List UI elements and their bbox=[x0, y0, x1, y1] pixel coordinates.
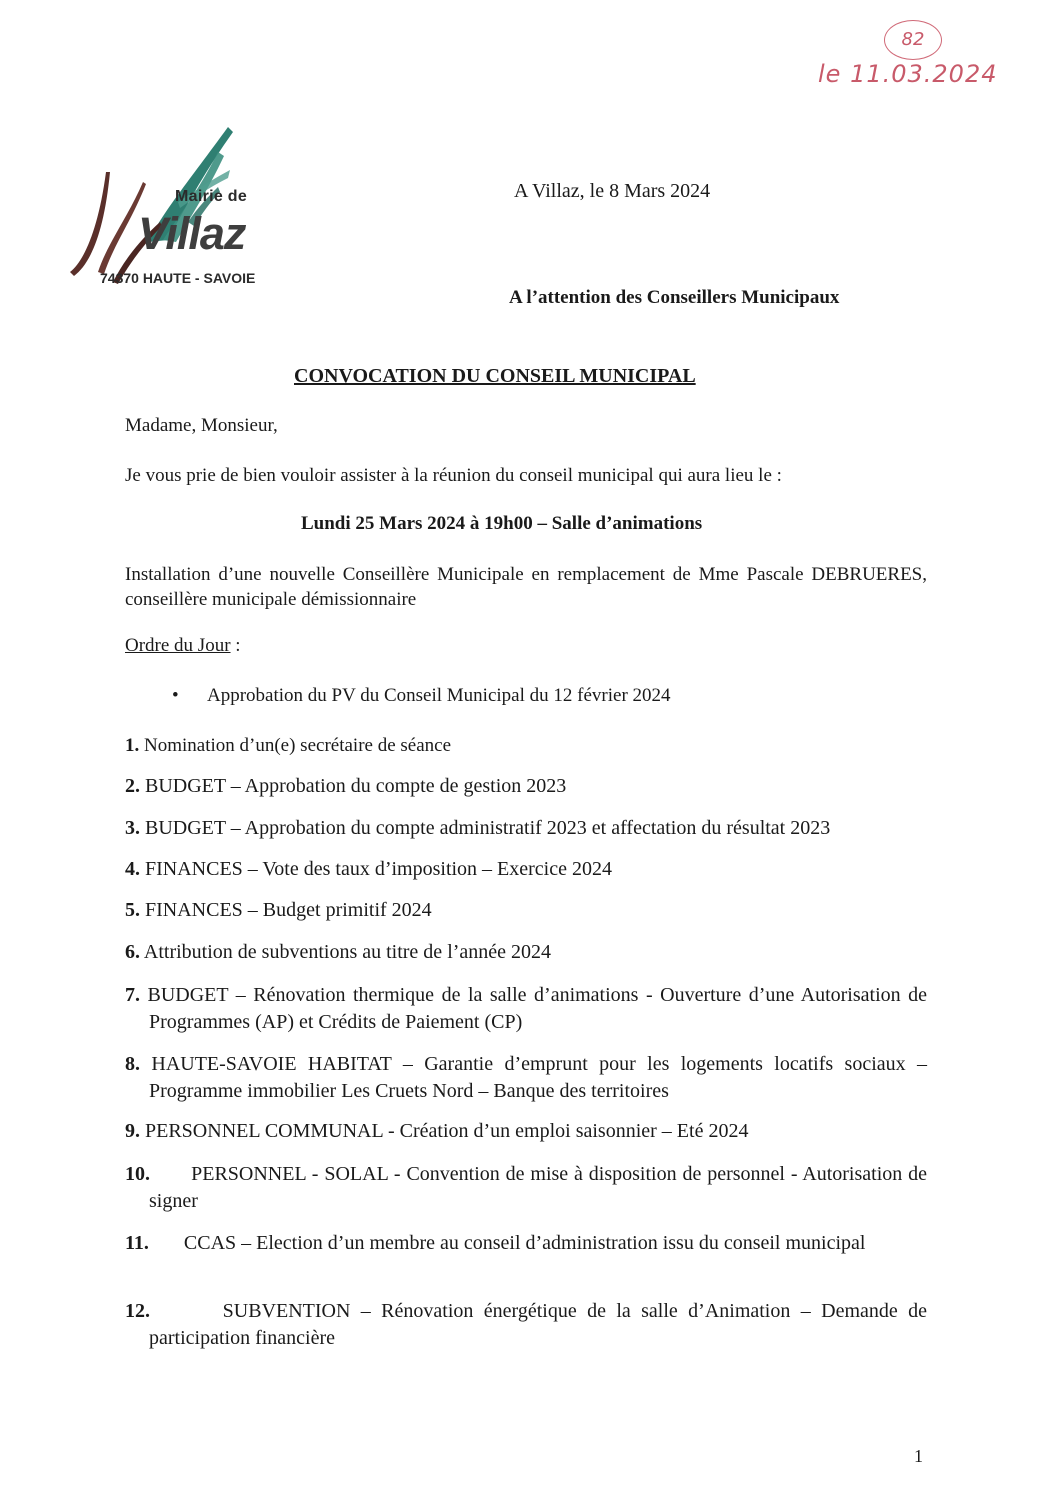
item-number: 10. bbox=[125, 1163, 150, 1185]
item-number: 1. bbox=[125, 735, 140, 756]
agenda-item-12 bbox=[125, 1298, 927, 1352]
item-number: 8. bbox=[125, 1053, 140, 1075]
item-number: 5. bbox=[125, 899, 140, 921]
item-text: CCAS – Election d’un membre au conseil d’administration issu du conseil municipal bbox=[183, 1232, 866, 1254]
agenda-item-8 bbox=[125, 1051, 927, 1105]
place-date: A Villaz, le 8 Mars 2024 bbox=[514, 180, 711, 202]
bullet-text: Approbation du PV du Conseil Municipal du 12 février 2024 bbox=[207, 685, 671, 706]
agenda-item-1 bbox=[125, 735, 451, 757]
item-text: BUDGET – Approbation du compte de gestion 2023 bbox=[145, 775, 567, 797]
handwritten-date: le 11.03.2024 bbox=[818, 60, 998, 88]
logo-name: Villaz bbox=[138, 208, 246, 259]
item-text: FINANCES – Budget primitif 2024 bbox=[145, 899, 432, 921]
item-text: FINANCES – Vote des taux d’imposition – Exercice 2024 bbox=[145, 858, 612, 880]
item-number: 7. bbox=[125, 984, 140, 1006]
logo-mairie-text: Mairie de bbox=[175, 188, 248, 205]
agenda-item-6 bbox=[125, 941, 551, 964]
agenda-heading bbox=[125, 635, 241, 657]
item-text: Nomination d’un(e) secrétaire de séance bbox=[144, 735, 452, 756]
bullet-item bbox=[172, 685, 179, 707]
item-text: Attribution de subventions au titre de l’année 2024 bbox=[143, 941, 552, 963]
item-text: BUDGET – Rénovation thermique de la salle d’animations - Ouverture d’une Autorisation de Programmes (AP) et Crédits de Paiement (CP) bbox=[147, 984, 928, 1033]
item-number: 9. bbox=[125, 1120, 140, 1142]
bullet-dot: • bbox=[172, 685, 179, 706]
item-number: 11. bbox=[125, 1232, 149, 1254]
agenda-item-2 bbox=[125, 775, 566, 798]
item-number: 6. bbox=[125, 941, 140, 963]
installation-text: Installation d’une nouvelle Conseillère Municipale en remplacement de Mme Pascale DEBRUERES, conseillère municipale démissionnaire bbox=[125, 564, 927, 610]
page-number: 1 bbox=[914, 1446, 923, 1466]
agenda-item-7 bbox=[125, 982, 927, 1036]
item-number: 12. bbox=[125, 1300, 150, 1322]
item-number: 4. bbox=[125, 858, 140, 880]
recipient: A l’attention des Conseillers Municipaux bbox=[509, 287, 840, 308]
document-title: CONVOCATION DU CONSEIL MUNICIPAL bbox=[294, 365, 696, 387]
item-number: 2. bbox=[125, 775, 140, 797]
salutation: Madame, Monsieur, bbox=[125, 415, 278, 436]
item-text: BUDGET – Approbation du compte administratif 2023 et affectation du résultat 2023 bbox=[145, 817, 831, 839]
agenda-item-4 bbox=[125, 858, 612, 881]
item-text: PERSONNEL COMMUNAL - Création d’un emploi saisonnier – Eté 2024 bbox=[145, 1120, 749, 1142]
intro-text: Je vous prie de bien vouloir assister à la réunion du conseil municipal qui aura lieu le : bbox=[125, 465, 782, 486]
agenda-item-10 bbox=[125, 1161, 927, 1215]
meeting-datetime: Lundi 25 Mars 2024 à 19h00 – Salle d’animations bbox=[301, 513, 703, 534]
handwritten-page-number: 82 bbox=[884, 20, 942, 60]
agenda-item-11 bbox=[125, 1230, 927, 1257]
agenda-colon: : bbox=[230, 635, 241, 656]
item-text: PERSONNEL - SOLAL - Convention de mise à disposition de personnel - Autorisation de signer bbox=[149, 1163, 927, 1212]
item-text: SUBVENTION – Rénovation énergétique de la salle d’Animation – Demande de participation financière bbox=[149, 1300, 928, 1349]
item-number: 3. bbox=[125, 817, 140, 839]
logo-subtitle: 74370 HAUTE - SAVOIE bbox=[100, 270, 256, 286]
agenda-item-5 bbox=[125, 899, 432, 922]
agenda-item-3 bbox=[125, 817, 830, 840]
item-text: HAUTE-SAVOIE HABITAT – Garantie d’emprunt pour les logements locatifs sociaux – Programme immobilier Les Cruets Nord – Banque des territoires bbox=[149, 1053, 928, 1102]
agenda-item-9 bbox=[125, 1120, 748, 1143]
agenda-label: Ordre du Jour bbox=[125, 635, 231, 656]
